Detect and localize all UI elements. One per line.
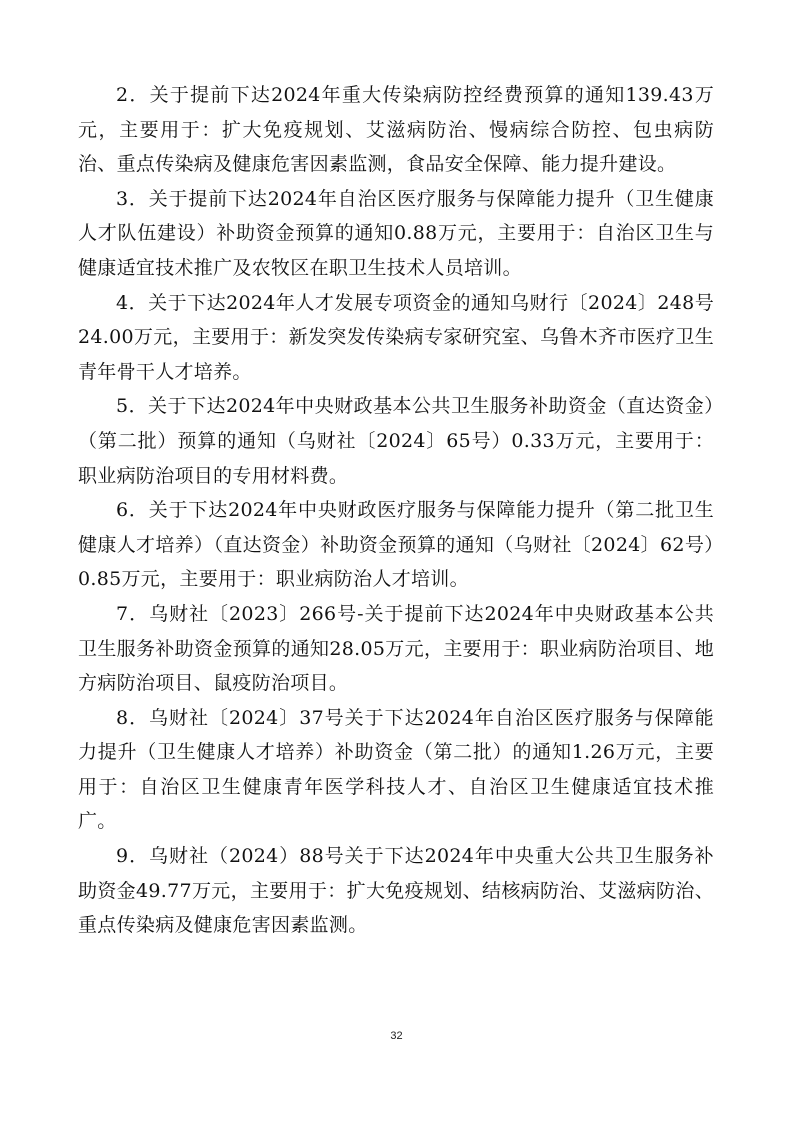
document-body [78,78,714,943]
paragraph-item-4: 4．关于下达2024年人才发展专项资金的通知乌财行〔2024〕248号24.00万元，主要用于：新发突发传染病专家研究室、乌鲁木齐市医疗卫生青年骨干人才培养。 [78,291,714,383]
paragraph-item-2: 2．关于提前下达2024年重大传染病防控经费预算的通知139.43万元，主要用于：扩大免疫规划、艾滋病防治、慢病综合防控、包虫病防治、重点传染病及健康危害因素监测，食品安全保障、能力提升建设。 [78,84,714,176]
paragraph-item-7: 7．乌财社〔2023〕266号-关于提前下达2024年中央财政基本公共卫生服务补助资金预算的通知28.05万元，主要用于：职业病防治项目、地方病防治项目、鼠疫防治项目。 [78,602,714,695]
paragraph-item-3: 3．关于提前下达2024年自治区医疗服务与保障能力提升（卫生健康人才队伍建设）补助资金预算的通知0.88万元，主要用于：自治区卫生与健康适宜技术推广及农牧区在职卫生技术人员培训。 [78,187,714,279]
paragraph-item-9: 9．乌财社（2024）88号关于下达2024年中央重大公共卫生服务补助资金49.77万元，主要用于：扩大免疫规划、结核病防治、艾滋病防治、重点传染病及健康危害因素监测。 [78,845,714,937]
paragraph-item-6: 6．关于下达2024年中央财政医疗服务与保障能力提升（第二批卫生健康人才培养）（直达资金）补助资金预算的通知（乌财社〔2024〕62号）0.85万元，主要用于：职业病防治人才培训。 [78,499,714,591]
paragraph-item-5: 5．关于下达2024年中央财政基本公共卫生服务补助资金（直达资金）（第二批）预算的通知（乌财社〔2024〕65号）0.33万元，主要用于：职业病防治项目的专用材料费。 [78,395,714,487]
page-number: 32 [390,1030,403,1042]
paragraph-item-8: 8．乌财社〔2024〕37号关于下达2024年自治区医疗服务与保障能力提升（卫生健康人才培养）补助资金（第二批）的通知1.26万元，主要用于：自治区卫生健康青年医学科技人才、自治区卫生健康适宜技术推广。 [78,706,714,833]
